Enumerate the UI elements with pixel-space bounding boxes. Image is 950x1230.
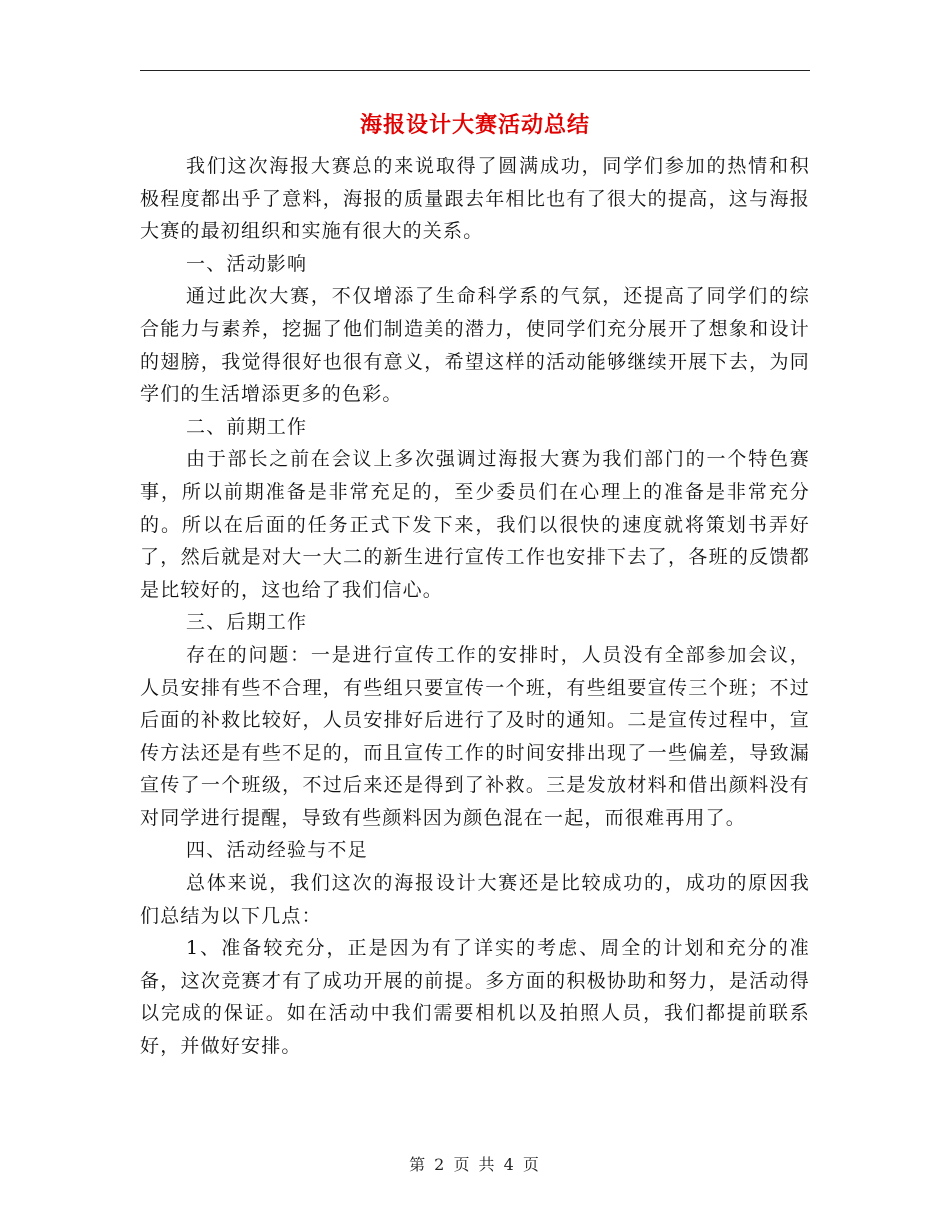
section-heading-preparation: 二、前期工作 xyxy=(186,415,308,438)
paragraph-summary: 总体来说，我们这次的海报设计大赛还是比较成功的，成功的原因我们总结为以下几点： xyxy=(140,872,810,927)
page-number-footer: 第 2 页 共 4 页 xyxy=(409,1155,541,1174)
section-heading-impact: 一、活动影响 xyxy=(186,252,308,275)
paragraph-preparation: 由于部长之前在会议上多次强调过海报大赛为我们部门的一个特色赛事，所以前期准备是非常充足的，至少委员们在心理上的准备是非常充分的。所以在后面的任务正式下发下来，我们以很快的速度就将策划书弄好了，然后就是对大一大二的新生进行宣传工作也安排下去了，各班的反馈都是比较好的，这也给了我们信心。 xyxy=(140,448,810,601)
header-rule xyxy=(140,70,810,71)
paragraph-intro: 我们这次海报大赛总的来说取得了圆满成功，同学们参加的热情和积极程度都出乎了意料，海报的质量跟去年相比也有了很大的提高，这与海报大赛的最初组织和实施有很大的关系。 xyxy=(140,155,810,243)
document-body xyxy=(140,150,810,1063)
section-heading-followup: 三、后期工作 xyxy=(186,611,308,634)
section-heading-experience: 四、活动经验与不足 xyxy=(186,839,368,862)
document-title: 海报设计大赛活动总结 xyxy=(359,112,590,138)
paragraph-impact: 通过此次大赛，不仅增添了生命科学系的气氛，还提高了同学们的综合能力与素养，挖掘了他们制造美的潜力，使同学们充分展开了想象和设计的翅膀，我觉得很好也很有意义，希望这样的活动能够继续开展下去，为同学们的生活增添更多的色彩。 xyxy=(140,285,810,406)
paragraph-problems: 存在的问题：一是进行宣传工作的安排时，人员没有全部参加会议，人员安排有些不合理，有些组只要宣传一个班，有些组要宣传三个班；不过后面的补救比较好，人员安排好后进行了及时的通知。二是宣传过程中，宣传方法还是有些不足的，而且宣传工作的时间安排出现了一些偏差，导致漏宣传了一个班级，不过后来还是得到了补救。三是发放材料和借出颜料没有对同学进行提醒，导致有些颜料因为颜色混在一起，而很难再用了。 xyxy=(140,643,810,829)
paragraph-point-1: 1、准备较充分，正是因为有了详实的考虑、周全的计划和充分的准备，这次竞赛才有了成功开展的前提。多方面的积极协助和努力，是活动得以完成的保证。如在活动中我们需要相机以及拍照人员，我们都提前联系好，并做好安排。 xyxy=(140,937,810,1058)
